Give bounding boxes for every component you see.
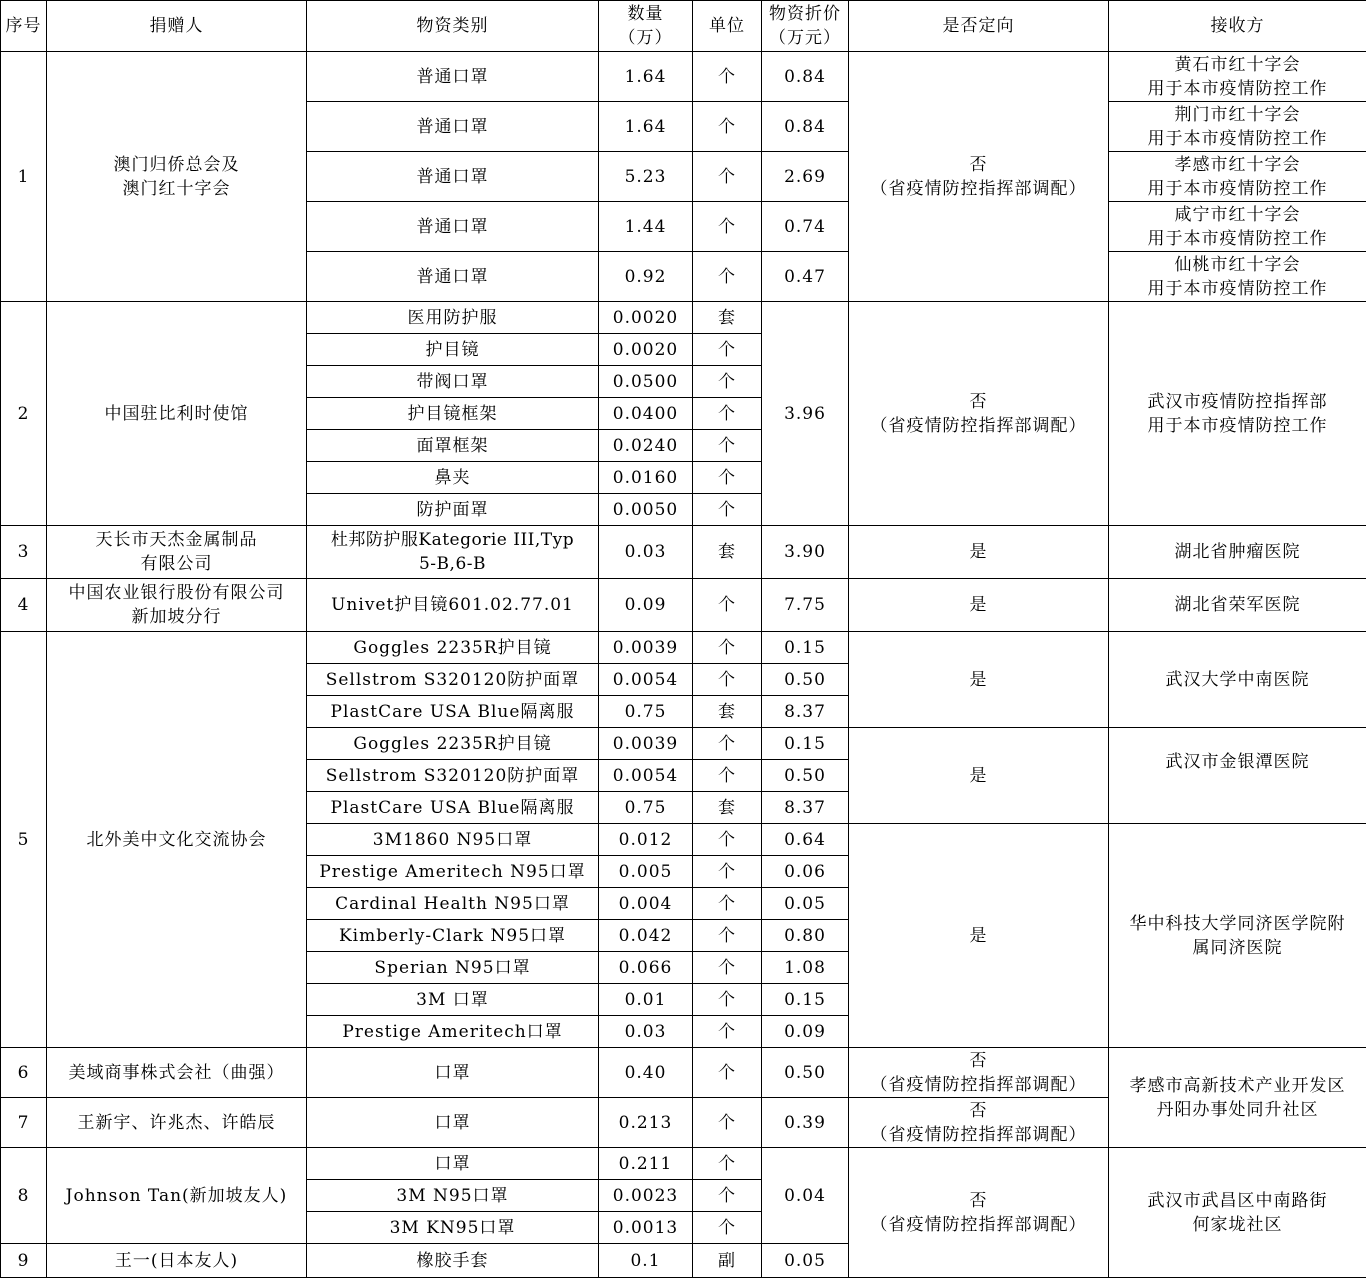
unit-cell: 个 [693, 1212, 762, 1244]
unit-cell: 个 [693, 398, 762, 430]
qty-cell: 1.64 [599, 102, 693, 152]
unit-cell: 个 [693, 952, 762, 984]
unit-cell: 个 [693, 1148, 762, 1180]
qty-cell: 0.92 [599, 252, 693, 302]
qty-cell: 0.0013 [599, 1212, 693, 1244]
table-row [1, 302, 1366, 334]
unit-cell: 副 [693, 1244, 762, 1278]
unit-cell: 个 [693, 920, 762, 952]
qty-cell: 0.066 [599, 952, 693, 984]
category-cell: 3M N95口罩 [307, 1180, 599, 1212]
category-cell: 护目镜 [307, 334, 599, 366]
qty-cell: 0.0054 [599, 664, 693, 696]
qty-cell: 0.005 [599, 856, 693, 888]
qty-cell: 0.0039 [599, 728, 693, 760]
value-cell: 1.08 [762, 952, 849, 984]
value-cell: 7.75 [762, 579, 849, 632]
qty-cell: 0.40 [599, 1048, 693, 1098]
table-row [1, 579, 1366, 632]
directed-cell: 是 [849, 632, 1109, 728]
qty-cell: 0.01 [599, 984, 693, 1016]
table-row [1, 526, 1366, 579]
header-row [1, 1, 1366, 52]
donor-cell: 天长市天杰金属制品 有限公司 [47, 526, 307, 579]
qty-cell: 5.23 [599, 152, 693, 202]
value-cell: 0.74 [762, 202, 849, 252]
qty-cell: 0.0039 [599, 632, 693, 664]
value-cell: 0.84 [762, 102, 849, 152]
recipient-cell: 仙桃市红十字会 用于本市疫情防控工作 [1109, 252, 1366, 302]
unit-cell: 个 [693, 632, 762, 664]
seq-cell: 9 [1, 1244, 47, 1278]
unit-cell: 个 [693, 888, 762, 920]
directed-cell: 是 [849, 526, 1109, 579]
category-cell: Prestige Ameritech口罩 [307, 1016, 599, 1048]
unit-cell: 个 [693, 334, 762, 366]
table-row [1, 1048, 1366, 1098]
donor-cell: 北外美中文化交流协会 [47, 632, 307, 1048]
table-row [1, 52, 1366, 102]
donor-cell: 澳门归侨总会及 澳门红十字会 [47, 52, 307, 302]
unit-cell: 个 [693, 664, 762, 696]
qty-cell: 0.0400 [599, 398, 693, 430]
unit-cell: 个 [693, 52, 762, 102]
unit-cell: 个 [693, 1098, 762, 1148]
seq-cell: 4 [1, 579, 47, 632]
qty-cell: 0.03 [599, 526, 693, 579]
seq-cell: 8 [1, 1148, 47, 1244]
unit-cell: 个 [693, 728, 762, 760]
donor-cell: 王一(日本友人) [47, 1244, 307, 1278]
value-cell: 0.50 [762, 1048, 849, 1098]
unit-cell: 个 [693, 1016, 762, 1048]
category-cell: 杜邦防护服Kategorie III,Typ 5-B,6-B [307, 526, 599, 579]
value-cell: 0.39 [762, 1098, 849, 1148]
unit-cell: 个 [693, 202, 762, 252]
recipient-cell: 湖北省肿瘤医院 [1109, 526, 1366, 579]
seq-cell: 2 [1, 302, 47, 526]
unit-cell: 个 [693, 252, 762, 302]
value-cell: 0.64 [762, 824, 849, 856]
recipient-cell: 孝感市高新技术产业开发区 丹阳办事处同升社区 [1109, 1048, 1366, 1148]
qty-cell: 0.012 [599, 824, 693, 856]
category-cell: 普通口罩 [307, 102, 599, 152]
qty-cell: 0.03 [599, 1016, 693, 1048]
value-cell: 0.05 [762, 1244, 849, 1278]
qty-cell: 0.0020 [599, 334, 693, 366]
directed-cell: 是 [849, 824, 1109, 1048]
category-cell: PlastCare USA Blue隔离服 [307, 696, 599, 728]
value-cell: 0.15 [762, 984, 849, 1016]
value-cell: 3.90 [762, 526, 849, 579]
value-cell: 0.15 [762, 632, 849, 664]
directed-cell: 否 （省疫情防控指挥部调配） [849, 302, 1109, 526]
qty-cell: 0.0054 [599, 760, 693, 792]
category-cell: 鼻夹 [307, 462, 599, 494]
recipient-cell: 武汉大学中南医院 [1109, 632, 1366, 728]
category-cell: Sellstrom S320120防护面罩 [307, 664, 599, 696]
recipient-cell: 武汉市武昌区中南路街 何家垅社区 [1109, 1148, 1366, 1278]
qty-cell: 1.64 [599, 52, 693, 102]
donor-cell: 王新宇、许兆杰、许皓辰 [47, 1098, 307, 1148]
qty-cell: 0.09 [599, 579, 693, 632]
unit-cell: 个 [693, 462, 762, 494]
unit-cell: 个 [693, 152, 762, 202]
category-cell: Goggles 2235R护目镜 [307, 728, 599, 760]
qty-cell: 0.1 [599, 1244, 693, 1278]
recipient-cell: 荆门市红十字会 用于本市疫情防控工作 [1109, 102, 1366, 152]
category-cell: 橡胶手套 [307, 1244, 599, 1278]
recipient-cell: 咸宁市红十字会 用于本市疫情防控工作 [1109, 202, 1366, 252]
category-cell: Sperian N95口罩 [307, 952, 599, 984]
recipient-cell: 武汉市疫情防控指挥部 用于本市疫情防控工作 [1109, 302, 1366, 526]
unit-cell: 套 [693, 302, 762, 334]
category-cell: 口罩 [307, 1048, 599, 1098]
unit-cell: 个 [693, 760, 762, 792]
unit-cell: 个 [693, 824, 762, 856]
directed-cell: 否 （省疫情防控指挥部调配） [849, 1148, 1109, 1278]
unit-cell: 套 [693, 526, 762, 579]
unit-cell: 个 [693, 102, 762, 152]
header-recipient: 接收方 [1109, 1, 1366, 52]
qty-cell: 0.0020 [599, 302, 693, 334]
category-cell: 医用防护服 [307, 302, 599, 334]
header-directed: 是否定向 [849, 1, 1109, 52]
header-seq: 序号 [1, 1, 47, 52]
seq-cell: 1 [1, 52, 47, 302]
recipient-cell: 湖北省荣军医院 [1109, 579, 1366, 632]
category-cell: 防护面罩 [307, 494, 599, 526]
value-cell: 0.47 [762, 252, 849, 302]
qty-cell: 0.0160 [599, 462, 693, 494]
seq-cell: 7 [1, 1098, 47, 1148]
directed-cell: 是 [849, 728, 1109, 824]
unit-cell: 个 [693, 1180, 762, 1212]
header-donor: 捐赠人 [47, 1, 307, 52]
directed-cell: 否 （省疫情防控指挥部调配） [849, 1098, 1109, 1148]
category-cell: 口罩 [307, 1098, 599, 1148]
category-cell: 普通口罩 [307, 252, 599, 302]
header-unit: 单位 [693, 1, 762, 52]
category-cell: Goggles 2235R护目镜 [307, 632, 599, 664]
value-cell: 0.04 [762, 1148, 849, 1244]
qty-cell: 0.004 [599, 888, 693, 920]
category-cell: Sellstrom S320120防护面罩 [307, 760, 599, 792]
unit-cell: 个 [693, 856, 762, 888]
table-row [1, 1148, 1366, 1180]
value-cell: 3.96 [762, 302, 849, 526]
value-cell: 0.50 [762, 760, 849, 792]
qty-cell: 0.0050 [599, 494, 693, 526]
category-cell: Cardinal Health N95口罩 [307, 888, 599, 920]
value-cell: 8.37 [762, 792, 849, 824]
value-cell: 2.69 [762, 152, 849, 202]
category-cell: PlastCare USA Blue隔离服 [307, 792, 599, 824]
category-cell: Kimberly-Clark N95口罩 [307, 920, 599, 952]
unit-cell: 套 [693, 792, 762, 824]
category-cell: 3M1860 N95口罩 [307, 824, 599, 856]
unit-cell: 个 [693, 1048, 762, 1098]
qty-cell: 0.213 [599, 1098, 693, 1148]
recipient-cell: 孝感市红十字会 用于本市疫情防控工作 [1109, 152, 1366, 202]
qty-cell: 0.75 [599, 792, 693, 824]
category-cell: 3M KN95口罩 [307, 1212, 599, 1244]
unit-cell: 个 [693, 430, 762, 462]
value-cell: 0.09 [762, 1016, 849, 1048]
qty-cell: 0.211 [599, 1148, 693, 1180]
value-cell: 8.37 [762, 696, 849, 728]
qty-cell: 1.44 [599, 202, 693, 252]
unit-cell: 个 [693, 984, 762, 1016]
category-cell: 带阀口罩 [307, 366, 599, 398]
directed-cell: 是 [849, 579, 1109, 632]
category-cell: Univet护目镜601.02.77.01 [307, 579, 599, 632]
category-cell: 护目镜框架 [307, 398, 599, 430]
donor-cell: Johnson Tan(新加坡友人) [47, 1148, 307, 1244]
value-cell: 0.84 [762, 52, 849, 102]
value-cell: 0.15 [762, 728, 849, 760]
donor-cell: 美域商事株式会社（曲强） [47, 1048, 307, 1098]
category-cell: Prestige Ameritech N95口罩 [307, 856, 599, 888]
directed-cell: 否 （省疫情防控指挥部调配） [849, 1048, 1109, 1098]
qty-cell: 0.0500 [599, 366, 693, 398]
unit-cell: 套 [693, 696, 762, 728]
recipient-cell: 武汉市金银潭医院 [1109, 728, 1366, 824]
value-cell: 0.05 [762, 888, 849, 920]
header-category: 物资类别 [307, 1, 599, 52]
header-value: 物资折价 （万元） [762, 1, 849, 52]
qty-cell: 0.0240 [599, 430, 693, 462]
unit-cell: 个 [693, 366, 762, 398]
seq-cell: 3 [1, 526, 47, 579]
unit-cell: 个 [693, 494, 762, 526]
donor-cell: 中国驻比利时使馆 [47, 302, 307, 526]
qty-cell: 0.0023 [599, 1180, 693, 1212]
table-row [1, 632, 1366, 664]
header-qty: 数量 （万） [599, 1, 693, 52]
category-cell: 普通口罩 [307, 152, 599, 202]
recipient-cell: 黄石市红十字会 用于本市疫情防控工作 [1109, 52, 1366, 102]
seq-cell: 6 [1, 1048, 47, 1098]
recipient-cell: 华中科技大学同济医学院附 属同济医院 [1109, 824, 1366, 1048]
donor-cell: 中国农业银行股份有限公司 新加坡分行 [47, 579, 307, 632]
value-cell: 0.06 [762, 856, 849, 888]
unit-cell: 个 [693, 579, 762, 632]
category-cell: 普通口罩 [307, 52, 599, 102]
value-cell: 0.50 [762, 664, 849, 696]
category-cell: 口罩 [307, 1148, 599, 1180]
category-cell: 面罩框架 [307, 430, 599, 462]
qty-cell: 0.75 [599, 696, 693, 728]
value-cell: 0.80 [762, 920, 849, 952]
category-cell: 3M 口罩 [307, 984, 599, 1016]
category-cell: 普通口罩 [307, 202, 599, 252]
directed-cell: 否 （省疫情防控指挥部调配） [849, 52, 1109, 302]
qty-cell: 0.042 [599, 920, 693, 952]
seq-cell: 5 [1, 632, 47, 1048]
